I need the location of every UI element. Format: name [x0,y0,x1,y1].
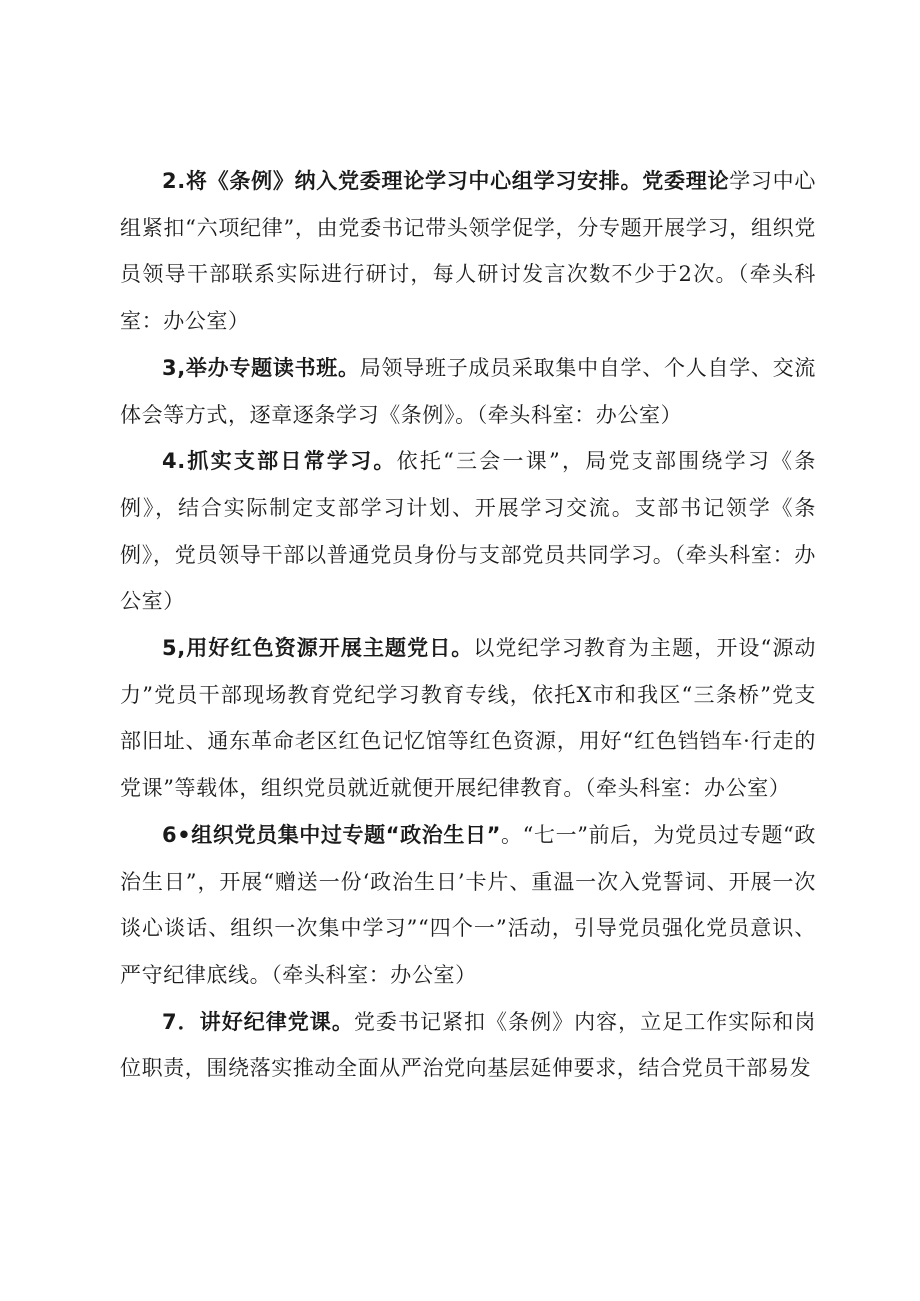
paragraph-item-4 [120,438,816,625]
paragraph-text: 党委书记紧扣《条例》内容，立足工作实际和岗位职责，围绕落实推动全面从严治党向基层延伸要求，结合党员干部易发 [120,1009,816,1081]
paragraph-heading: 3,举办专题读书班。 [162,355,360,380]
paragraph-item-5 [120,625,816,812]
document-body [120,158,816,1092]
paragraph-item-7 [120,999,816,1092]
paragraph-item-6 [120,812,816,999]
paragraph-item-3 [120,345,816,438]
paragraph-heading: 4.抓实支部日常学习。 [162,449,397,474]
paragraph-heading: 2.将《条例》纳入党委理论学习中心组学习安排。党委理论 [162,169,730,193]
paragraph-item-2 [120,158,816,345]
paragraph-heading: 6•组织党员集中过专题“政治生日” [162,822,502,847]
paragraph-text: 以党纪学习教育为主题，开设“源动力”党员干部现场教育党纪学习教育专线，依托X市和我区“三条桥”党支部旧址、通东革命老区红色记忆馆等红色资源，用好“红色铛铛车·行走的党课”等载体，组织党员就近就便开展纪律教育。（牵头科室：办公室） [120,636,816,801]
paragraph-heading: 7．讲好纪律党课。 [162,1009,354,1034]
paragraph-text: 局领导班子成员采取集中自学、个人自学、交流体会等方式，逐章逐条学习《条例》。（牵头科室：办公室） [120,355,816,427]
paragraph-text: 学习中心组紧扣“六项纪律”，由党委书记带头领学促学，分专题开展学习，组织党员领导干部联系实际进行研讨，每人研讨发言次数不少于2次。（牵头科室：办公室） [120,169,816,334]
paragraph-text: 。“七一”前后，为党员过专题“政治生日”，开展“赠送一份‘政治生日’卡片、重温一次入党誓词、开展一次谈心谈话、组织一次集中学习”“四个一”活动，引导党员强化党员意识、严守纪律底线。（牵头科室：办公室） [120,822,816,987]
paragraph-heading: 5,用好红色资源开展主题党日。 [162,636,474,661]
paragraph-text: 依托“三会一课”，局党支部围绕学习《条例》，结合实际制定支部学习计划、开展学习交流。支部书记领学《条例》，党员领导干部以普通党员身份与支部党员共同学习。（牵头科室：办公室） [120,449,816,614]
